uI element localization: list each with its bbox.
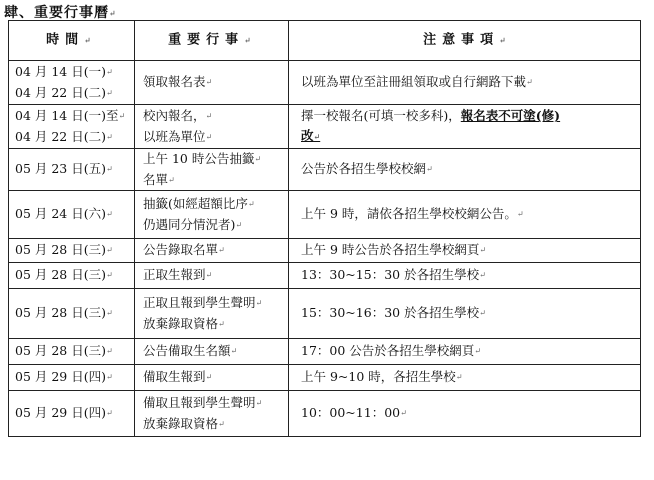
paragraph-mark-icon: ↵: [106, 164, 113, 174]
time-line: 05 月 28 日(三)↵: [15, 305, 113, 321]
time-line: 05 月 28 日(三)↵: [15, 242, 113, 258]
time-cell: [9, 365, 135, 391]
table-row: [9, 105, 641, 149]
table-row: [9, 149, 641, 191]
time-cell: [9, 149, 135, 191]
paragraph-mark-icon: ↵: [106, 308, 113, 318]
paragraph-mark-icon: ↵: [426, 164, 433, 174]
event-line: 放棄錄取資格↵: [143, 315, 225, 331]
header-event: 重要行事↵: [135, 21, 289, 61]
event-line: 校內報名，↵: [143, 108, 213, 123]
note-emphasis: 報名表不可塗(修): [460, 108, 561, 124]
paragraph-mark-icon: ↵: [106, 346, 113, 356]
paragraph-mark-icon: ↵: [516, 209, 524, 219]
event-cell: [135, 339, 289, 365]
event-cell: [135, 391, 289, 437]
table-row: [9, 263, 641, 289]
event-line: 以班為單位↵: [143, 128, 213, 144]
time-line: 05 月 24 日(六)↵: [15, 206, 113, 222]
time-cell: [9, 339, 135, 365]
paragraph-mark-icon: ↵: [499, 35, 512, 46]
note-cell: [289, 191, 641, 239]
paragraph-mark-icon: ↵: [254, 154, 262, 164]
paragraph-mark-icon: ↵: [474, 346, 481, 356]
paragraph-mark-icon: ↵: [106, 88, 113, 97]
section-heading: [4, 2, 117, 22]
event-line: 名單↵: [143, 171, 175, 187]
event-cell: [135, 105, 289, 149]
time-line: 05 月 28 日(三)↵: [15, 267, 113, 283]
paragraph-mark-icon: ↵: [218, 245, 225, 255]
note-cell: [289, 61, 641, 105]
time-cell: [9, 61, 135, 105]
event-cell: [135, 365, 289, 391]
event-line: 公告備取生名額↵: [143, 343, 238, 359]
note-cell: [289, 365, 641, 391]
time-cell: [9, 289, 135, 339]
note-line: 17：00 公告於各招生學校網頁↵: [301, 343, 481, 359]
time-line: 04 月 14 日(一)↵: [15, 64, 113, 79]
schedule-table: [8, 20, 641, 437]
note-cell: [289, 391, 641, 437]
time-cell: [9, 239, 135, 263]
time-line: 04 月 22 日(二)↵: [15, 84, 113, 100]
paragraph-mark-icon: ↵: [106, 245, 113, 255]
event-line: 公告錄取名單↵: [143, 242, 225, 258]
time-line: 05 月 29 日(四)↵: [15, 369, 113, 385]
time-line: 04 月 14 日(一)至↵: [15, 108, 126, 123]
event-cell: [135, 239, 289, 263]
paragraph-mark-icon: ↵: [218, 419, 225, 428]
paragraph-mark-icon: ↵: [106, 67, 113, 77]
note-line: 上午 9 時，請依各招生學校校網公告。↵: [301, 206, 524, 222]
paragraph-mark-icon: ↵: [205, 372, 213, 382]
event-cell: [135, 61, 289, 105]
note-line: 上午 9 時公告於各招生學校網頁↵: [301, 242, 487, 258]
time-cell: [9, 391, 135, 437]
event-line: 抽籤(如經超額比序↵: [143, 196, 255, 211]
event-cell: [135, 263, 289, 289]
note-cell: [289, 105, 641, 149]
table-row: [9, 365, 641, 391]
time-line: 05 月 28 日(三)↵: [15, 343, 113, 359]
event-line: 正取且報到學生聲明↵: [143, 295, 263, 310]
paragraph-mark-icon: ↵: [106, 209, 113, 219]
time-cell: [9, 191, 135, 239]
note-cell: [289, 289, 641, 339]
event-line: 放棄錄取資格↵: [143, 415, 225, 431]
time-line: 05 月 29 日(四)↵: [15, 405, 113, 421]
paragraph-mark-icon: ↵: [313, 131, 321, 142]
table-row: [9, 61, 641, 105]
note-cell: [289, 339, 641, 365]
note-line: 13：30~15：30 於各招生學校↵: [301, 267, 486, 283]
paragraph-mark-icon: ↵: [218, 319, 225, 328]
table-row: [9, 391, 641, 437]
paragraph-mark-icon: ↵: [479, 270, 486, 280]
time-line: 04 月 22 日(二)↵: [15, 128, 113, 144]
event-cell: [135, 289, 289, 339]
note-line: 10：00~11：00↵: [301, 405, 407, 421]
paragraph-mark-icon: ↵: [205, 111, 213, 121]
paragraph-mark-icon: ↵: [106, 372, 113, 382]
paragraph-mark-icon: ↵: [205, 77, 213, 87]
paragraph-mark-icon: ↵: [106, 408, 113, 418]
note-line: 以班為單位至註冊組領取或自行網路下載↵: [301, 74, 533, 90]
header-time: 時間↵: [9, 21, 135, 61]
paragraph-mark-icon: ↵: [255, 298, 263, 308]
paragraph-mark-icon: ↵: [526, 77, 533, 87]
paragraph-mark-icon: ↵: [235, 220, 243, 229]
event-line: 備取生報到↵: [143, 369, 213, 385]
paragraph-mark-icon: ↵: [247, 199, 255, 209]
paragraph-mark-icon: ↵: [106, 270, 113, 280]
note-emphasis-line: 改↵: [301, 128, 321, 144]
note-cell: [289, 263, 641, 289]
time-cell: [9, 105, 135, 149]
section-title: 肆、重要行事曆: [4, 5, 109, 21]
time-cell: [9, 263, 135, 289]
paragraph-mark-icon: ↵: [205, 132, 213, 141]
note-cell: [289, 239, 641, 263]
paragraph-mark-icon: ↵: [230, 346, 238, 356]
event-line: 正取生報到↵: [143, 267, 213, 283]
table-row: [9, 191, 641, 239]
paragraph-mark-icon: ↵: [479, 308, 486, 318]
paragraph-mark-icon: ↵: [244, 35, 257, 46]
paragraph-mark-icon: ↵: [400, 408, 407, 418]
paragraph-mark-icon: ↵: [118, 111, 126, 121]
note-line: 上午 9~10 時，各招生學校↵: [301, 369, 463, 385]
table-row: [9, 289, 641, 339]
event-line: 備取且報到學生聲明↵: [143, 395, 263, 410]
paragraph-mark-icon: ↵: [479, 245, 487, 255]
event-line: 仍遇同分情況者)↵: [143, 216, 243, 232]
paragraph-mark-icon: ↵: [255, 398, 263, 408]
event-cell: [135, 191, 289, 239]
time-line: 05 月 23 日(五)↵: [15, 161, 113, 177]
event-line: 領取報名表↵: [143, 74, 213, 90]
event-cell: [135, 149, 289, 191]
table-header-row: [9, 21, 641, 61]
note-line: 公告於各招生學校校網↵: [301, 161, 433, 177]
note-cell: [289, 149, 641, 191]
paragraph-mark-icon: ↵: [84, 35, 97, 46]
note-line: 擇一校報名(可填一校多科)，報名表不可塗(修): [301, 108, 561, 124]
paragraph-mark-icon: ↵: [109, 8, 117, 18]
event-line: 上午 10 時公告抽籤↵: [143, 151, 262, 166]
header-note: 注意事項↵: [289, 21, 641, 61]
paragraph-mark-icon: ↵: [106, 132, 113, 141]
paragraph-mark-icon: ↵: [455, 372, 463, 382]
table-row: [9, 239, 641, 263]
paragraph-mark-icon: ↵: [168, 175, 175, 184]
note-line: 15：30~16：30 於各招生學校↵: [301, 305, 486, 321]
paragraph-mark-icon: ↵: [205, 270, 213, 280]
table-row: [9, 339, 641, 365]
